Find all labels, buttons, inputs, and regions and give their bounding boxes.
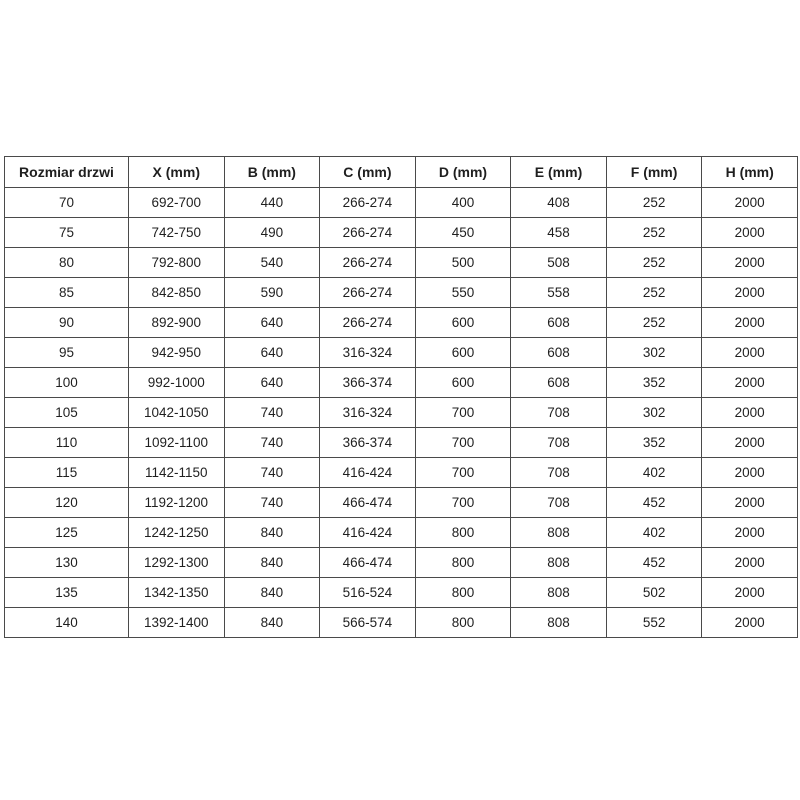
- table-cell: 800: [415, 608, 511, 638]
- table-cell: 115: [5, 458, 129, 488]
- table-cell: 75: [5, 218, 129, 248]
- table-cell: 130: [5, 548, 129, 578]
- table-cell: 708: [511, 488, 607, 518]
- table-cell: 1042-1050: [129, 398, 225, 428]
- table-cell: 700: [415, 458, 511, 488]
- table-cell: 742-750: [129, 218, 225, 248]
- table-row: [5, 398, 798, 428]
- table-cell: 792-800: [129, 248, 225, 278]
- table-cell: 302: [606, 398, 702, 428]
- table-cell: 2000: [702, 338, 798, 368]
- table-cell: 316-324: [320, 398, 416, 428]
- table-cell: 366-374: [320, 428, 416, 458]
- table-cell: 266-274: [320, 218, 416, 248]
- table-cell: 450: [415, 218, 511, 248]
- table-cell: 992-1000: [129, 368, 225, 398]
- table-cell: 640: [224, 308, 320, 338]
- table-row: [5, 608, 798, 638]
- table-cell: 800: [415, 518, 511, 548]
- table-header-cell: C (mm): [320, 157, 416, 188]
- table-cell: 808: [511, 608, 607, 638]
- table-cell: 600: [415, 338, 511, 368]
- table-cell: 402: [606, 518, 702, 548]
- table-cell: 416-424: [320, 458, 416, 488]
- table-cell: 2000: [702, 248, 798, 278]
- table-cell: 90: [5, 308, 129, 338]
- table-header-cell: F (mm): [606, 157, 702, 188]
- table-row: [5, 578, 798, 608]
- table-cell: 708: [511, 458, 607, 488]
- table-header-cell: B (mm): [224, 157, 320, 188]
- table-cell: 550: [415, 278, 511, 308]
- table-cell: 708: [511, 398, 607, 428]
- table-cell: 2000: [702, 458, 798, 488]
- table-cell: 252: [606, 248, 702, 278]
- table-header-cell: H (mm): [702, 157, 798, 188]
- table-cell: 590: [224, 278, 320, 308]
- table-cell: 266-274: [320, 188, 416, 218]
- table-cell: 740: [224, 488, 320, 518]
- table-cell: 100: [5, 368, 129, 398]
- door-size-specification-table: [4, 156, 798, 638]
- table-cell: 70: [5, 188, 129, 218]
- table-cell: 740: [224, 458, 320, 488]
- table-cell: 692-700: [129, 188, 225, 218]
- table-cell: 608: [511, 308, 607, 338]
- table-cell: 352: [606, 428, 702, 458]
- table-cell: 125: [5, 518, 129, 548]
- table-cell: 2000: [702, 488, 798, 518]
- table-cell: 800: [415, 578, 511, 608]
- table-cell: 708: [511, 428, 607, 458]
- table-cell: 552: [606, 608, 702, 638]
- table-cell: 266-274: [320, 308, 416, 338]
- table-cell: 508: [511, 248, 607, 278]
- table-cell: 1392-1400: [129, 608, 225, 638]
- table-cell: 1292-1300: [129, 548, 225, 578]
- table-cell: 2000: [702, 188, 798, 218]
- table-body: [5, 188, 798, 638]
- table-row: [5, 188, 798, 218]
- table-cell: 800: [415, 548, 511, 578]
- table-row: [5, 458, 798, 488]
- table-cell: 700: [415, 488, 511, 518]
- table-cell: 252: [606, 308, 702, 338]
- table-header-row: [5, 157, 798, 188]
- table-cell: 2000: [702, 608, 798, 638]
- table-cell: 490: [224, 218, 320, 248]
- table-row: [5, 488, 798, 518]
- table-cell: 1092-1100: [129, 428, 225, 458]
- table-cell: 1192-1200: [129, 488, 225, 518]
- table-header-cell: X (mm): [129, 157, 225, 188]
- table-cell: 2000: [702, 218, 798, 248]
- table-cell: 316-324: [320, 338, 416, 368]
- table-cell: 135: [5, 578, 129, 608]
- table-cell: 95: [5, 338, 129, 368]
- table-row: [5, 368, 798, 398]
- table-cell: 440: [224, 188, 320, 218]
- table-cell: 458: [511, 218, 607, 248]
- table-header-cell: D (mm): [415, 157, 511, 188]
- table-cell: 600: [415, 368, 511, 398]
- table-row: [5, 338, 798, 368]
- table-cell: 608: [511, 368, 607, 398]
- table-cell: 558: [511, 278, 607, 308]
- table-cell: 840: [224, 608, 320, 638]
- table-cell: 942-950: [129, 338, 225, 368]
- table-cell: 408: [511, 188, 607, 218]
- table-cell: 366-374: [320, 368, 416, 398]
- table-row: [5, 278, 798, 308]
- table-cell: 840: [224, 548, 320, 578]
- table-cell: 808: [511, 518, 607, 548]
- table-row: [5, 218, 798, 248]
- table-cell: 452: [606, 488, 702, 518]
- table-row: [5, 548, 798, 578]
- table-cell: 566-574: [320, 608, 416, 638]
- table-row: [5, 428, 798, 458]
- table-cell: 266-274: [320, 248, 416, 278]
- table-cell: 502: [606, 578, 702, 608]
- table-cell: 842-850: [129, 278, 225, 308]
- table-cell: 452: [606, 548, 702, 578]
- table-cell: 892-900: [129, 308, 225, 338]
- table-cell: 85: [5, 278, 129, 308]
- table-cell: 80: [5, 248, 129, 278]
- table-cell: 640: [224, 368, 320, 398]
- table-cell: 2000: [702, 278, 798, 308]
- table-cell: 2000: [702, 398, 798, 428]
- table-cell: 2000: [702, 368, 798, 398]
- table-cell: 2000: [702, 548, 798, 578]
- table-cell: 416-424: [320, 518, 416, 548]
- table-cell: 608: [511, 338, 607, 368]
- table-cell: 808: [511, 578, 607, 608]
- table-cell: 840: [224, 578, 320, 608]
- table-header-cell: Rozmiar drzwi: [5, 157, 129, 188]
- table-cell: 516-524: [320, 578, 416, 608]
- table-cell: 700: [415, 398, 511, 428]
- table-row: [5, 248, 798, 278]
- table-cell: 500: [415, 248, 511, 278]
- table-cell: 2000: [702, 308, 798, 338]
- table-cell: 600: [415, 308, 511, 338]
- table-header-cell: E (mm): [511, 157, 607, 188]
- table-cell: 110: [5, 428, 129, 458]
- table-cell: 2000: [702, 578, 798, 608]
- table-cell: 402: [606, 458, 702, 488]
- table-cell: 1142-1150: [129, 458, 225, 488]
- table-cell: 252: [606, 278, 702, 308]
- table-cell: 540: [224, 248, 320, 278]
- table-cell: 808: [511, 548, 607, 578]
- table-cell: 466-474: [320, 488, 416, 518]
- table-cell: 120: [5, 488, 129, 518]
- table-cell: 1342-1350: [129, 578, 225, 608]
- table-cell: 266-274: [320, 278, 416, 308]
- table-cell: 740: [224, 398, 320, 428]
- table-cell: 252: [606, 218, 702, 248]
- table-cell: 840: [224, 518, 320, 548]
- table-cell: 400: [415, 188, 511, 218]
- table-cell: 640: [224, 338, 320, 368]
- table-cell: 252: [606, 188, 702, 218]
- table-cell: 105: [5, 398, 129, 428]
- table-row: [5, 518, 798, 548]
- table-cell: 352: [606, 368, 702, 398]
- table-cell: 740: [224, 428, 320, 458]
- table-cell: 466-474: [320, 548, 416, 578]
- table-cell: 1242-1250: [129, 518, 225, 548]
- table-row: [5, 308, 798, 338]
- table-cell: 2000: [702, 428, 798, 458]
- table-cell: 302: [606, 338, 702, 368]
- table-cell: 2000: [702, 518, 798, 548]
- table-cell: 140: [5, 608, 129, 638]
- table-cell: 700: [415, 428, 511, 458]
